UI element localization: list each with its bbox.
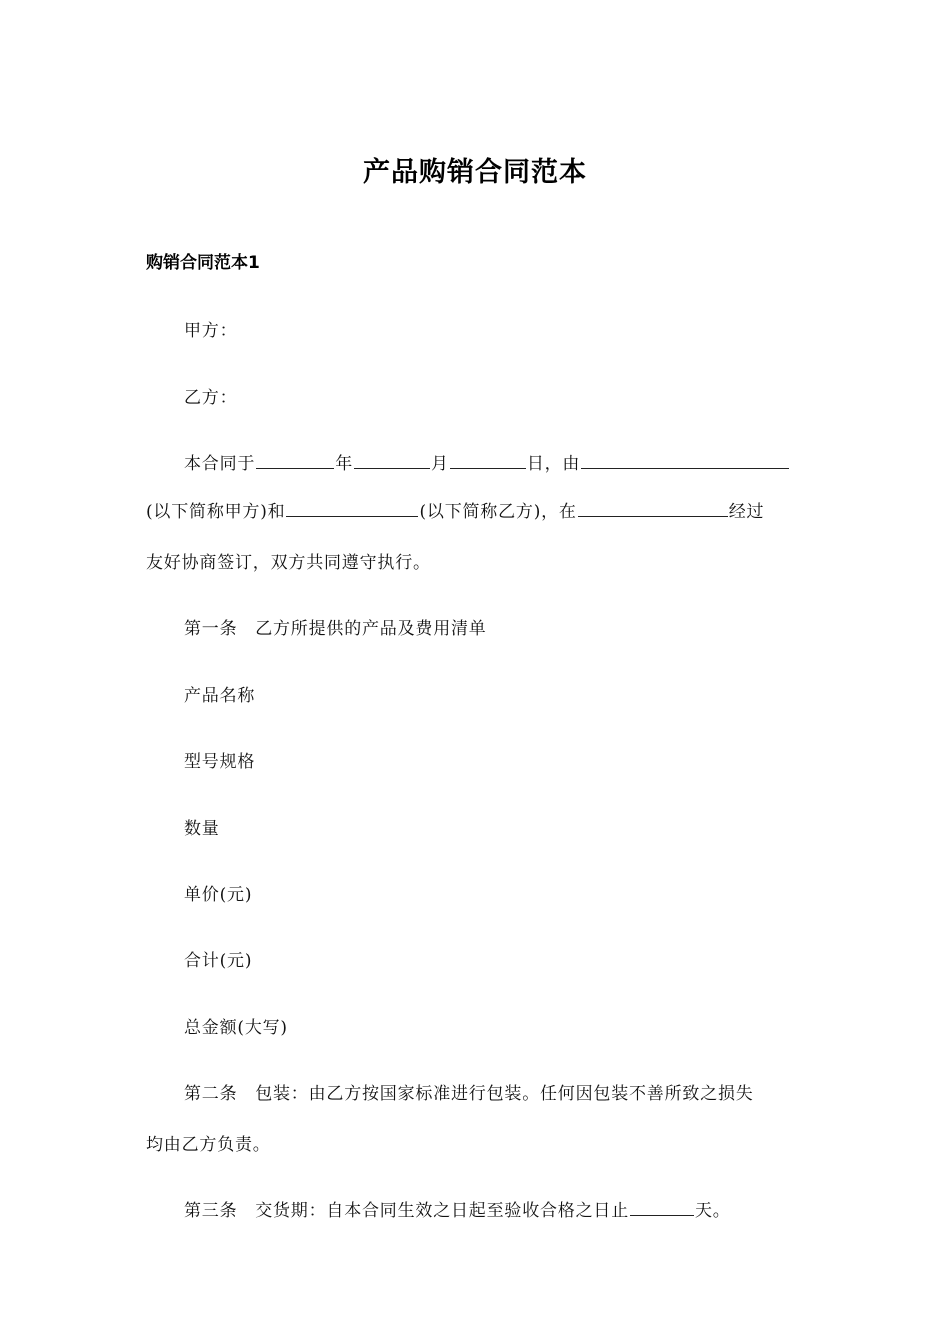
- year-blank: [256, 452, 334, 469]
- item-subtotal: 合计(元): [184, 951, 253, 971]
- party-b-line: 乙方：: [184, 388, 238, 408]
- article-2-line-2: 均由乙方负责。: [146, 1135, 271, 1155]
- item-product-name: 产品名称: [184, 686, 256, 706]
- article-1-heading: 第一条 乙方所提供的产品及费用清单: [184, 619, 487, 639]
- day-blank: [450, 452, 526, 469]
- item-model-spec: 型号规格: [184, 752, 256, 772]
- article-3-text: 第三条 交货期：自本合同生效之日起至验收合格之日止: [184, 1201, 629, 1221]
- month-blank: [354, 452, 430, 469]
- days-blank: [630, 1199, 694, 1216]
- article-2-line-1: 第二条 包装：由乙方按国家标准进行包装。任何因包装不善所致之损失: [184, 1084, 754, 1104]
- intro-party-b-note: (以下简称乙方)，在: [419, 502, 577, 522]
- intro-line-1: [184, 449, 790, 474]
- place-blank: [578, 500, 728, 517]
- section-heading: 购销合同范本1: [146, 253, 260, 273]
- item-total-amount: 总金额(大写): [184, 1018, 288, 1038]
- item-unit-price: 单价(元): [184, 885, 253, 905]
- intro-text-start: 本合同于: [184, 454, 256, 474]
- party-a-name-blank: [581, 452, 789, 469]
- article-3-days: 天。: [695, 1201, 731, 1221]
- intro-line-3: 友好协商签订，双方共同遵守执行。: [146, 553, 431, 573]
- month-label: 月: [431, 454, 449, 474]
- intro-line-2: [146, 497, 764, 522]
- intro-party-a-note: (以下简称甲方)和: [146, 502, 286, 522]
- party-b-name-blank: [286, 500, 418, 517]
- item-quantity: 数量: [184, 819, 220, 839]
- day-label: 日，由: [526, 454, 581, 474]
- article-3-line: [184, 1196, 731, 1221]
- year-label: 年: [335, 454, 354, 474]
- document-title: 产品购销合同范本: [363, 157, 587, 188]
- party-a-line: 甲方：: [184, 321, 238, 341]
- intro-after: 经过: [728, 502, 765, 522]
